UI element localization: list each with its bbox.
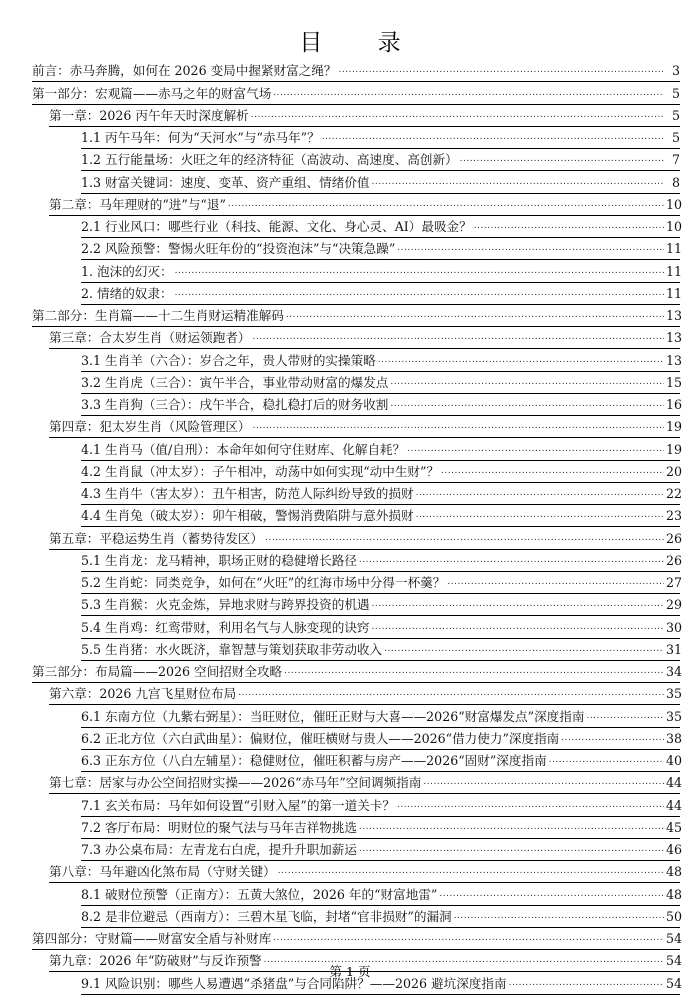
toc-entry-label: 5.1 生肖龙：龙马精神，职场正财的稳健增长路径 xyxy=(81,552,357,568)
toc-entry[interactable] xyxy=(81,906,683,928)
toc-entry-page-number: 35 xyxy=(666,708,683,724)
toc-entry-page-number: 31 xyxy=(666,641,683,657)
dot-leader xyxy=(454,909,664,924)
toc-entry-label: 7.2 客厅布局：明财位的聚气法与马年吉祥物挑选 xyxy=(81,819,357,835)
toc-entry-label: 4.4 生肖兔（破太岁）：卯午相破，警惕消费陷阱与意外损财 xyxy=(81,508,414,524)
toc-entry[interactable] xyxy=(81,149,680,171)
toc-entry-page-number: 10 xyxy=(666,219,683,234)
toc-entry-page-number: 15 xyxy=(666,374,683,390)
dot-leader xyxy=(265,531,664,546)
dot-leader xyxy=(238,686,664,701)
toc-entry[interactable] xyxy=(32,305,683,327)
toc-entry[interactable] xyxy=(81,127,680,149)
toc-entry[interactable] xyxy=(49,416,683,438)
dot-leader xyxy=(359,553,664,568)
toc-entry-page-number: 11 xyxy=(666,241,683,257)
toc-entry-page-number: 54 xyxy=(666,953,683,969)
page-title: 目 录 xyxy=(299,30,425,56)
toc-entry[interactable] xyxy=(49,327,683,349)
toc-entry[interactable] xyxy=(81,550,683,572)
dot-leader xyxy=(339,63,664,78)
dot-leader xyxy=(460,152,664,167)
toc-entry[interactable] xyxy=(32,60,680,82)
toc-entry-label: 前言：赤马奔腾，如何在 2026 变局中握紧财富之绳？ xyxy=(32,63,337,79)
toc-entry-label: 1.3 财富关键词：速度、变革、资产重组、情绪价值 xyxy=(81,174,370,190)
toc-entry-label: 5.5 生肖猪：水火既济，靠智慧与策划获取非劳动收入 xyxy=(81,641,383,657)
dot-leader xyxy=(390,375,664,390)
toc-entry[interactable] xyxy=(81,839,683,861)
dot-leader xyxy=(561,731,664,746)
toc-entry-page-number: 50 xyxy=(666,908,683,924)
toc-entry-label: 5.4 生肖鸡：红鸾带财，利用名气与人脉变现的诀窍 xyxy=(81,619,370,635)
toc-entry[interactable] xyxy=(81,883,683,905)
toc-entry-label: 1. 泡沫的幻灭： xyxy=(81,263,173,279)
dot-leader xyxy=(286,308,664,323)
toc-entry-page-number: 27 xyxy=(666,575,683,590)
dot-leader xyxy=(175,286,664,301)
toc-entry-page-number: 8 xyxy=(671,174,680,190)
toc-entry-page-number: 19 xyxy=(666,441,683,457)
dot-leader xyxy=(372,620,664,635)
toc-entry-label: 3.1 生肖羊（六合）：岁合之年，贵人带财的实操策略 xyxy=(81,352,376,368)
toc-entry-page-number: 44 xyxy=(666,797,683,813)
dot-leader xyxy=(278,864,664,879)
toc-entry[interactable] xyxy=(32,661,683,683)
toc-entry[interactable] xyxy=(81,171,680,193)
toc-entry[interactable] xyxy=(81,817,683,839)
toc-entry-label: 第五章：平稳运势生肖（蓄势待发区） xyxy=(49,530,264,546)
toc-entry-label: 第八章：马年避凶化煞布局（守财关键） xyxy=(49,864,276,880)
toc-entry[interactable] xyxy=(81,483,683,505)
toc-entry-page-number: 35 xyxy=(666,686,683,702)
toc-entry-label: 6.3 正东方位（八白左辅星）：稳健财位，催旺积蓄与房产——2026“固财”深度指南 xyxy=(81,753,547,768)
toc-entry[interactable] xyxy=(49,527,683,549)
toc-entry-label: 8.2 是非位避忌（西南方）：三碧木星飞临，封堵“官非损财”的漏洞 xyxy=(81,908,452,924)
dot-leader xyxy=(253,419,665,434)
toc-entry-page-number: 48 xyxy=(666,886,683,902)
toc-entry-page-number: 20 xyxy=(666,463,683,479)
dot-leader xyxy=(273,86,664,101)
toc-entry[interactable] xyxy=(32,928,683,950)
toc-entry-label: 9.1 风险识别：哪些人易遭遇“杀猪盘”与合同陷阱？——2026 避坑深度指南 xyxy=(81,975,507,991)
toc-entry[interactable] xyxy=(81,750,683,772)
toc-entry-page-number: 45 xyxy=(666,819,683,835)
toc-entry-label: 2.2 风险预警：警惕火旺年份的“投资泡沫”与“决策急躁” xyxy=(81,241,396,257)
toc-entry-label: 2. 情绪的奴隶： xyxy=(81,285,173,301)
dot-leader xyxy=(390,397,664,412)
dot-leader xyxy=(416,486,664,501)
toc-entry[interactable] xyxy=(81,394,683,416)
toc-entry-page-number: 5 xyxy=(671,107,680,123)
toc-entry[interactable] xyxy=(81,238,683,260)
dot-leader xyxy=(251,108,664,123)
dot-leader xyxy=(372,597,664,612)
toc-entry-page-number: 48 xyxy=(666,864,683,880)
toc-entry[interactable] xyxy=(49,194,683,216)
toc-entry-page-number: 5 xyxy=(671,85,680,101)
toc-entry-label: 7.3 办公桌布局：左青龙右白虎，提升升职加薪运 xyxy=(81,842,357,857)
dot-leader xyxy=(441,464,664,479)
toc-entry[interactable] xyxy=(49,105,680,127)
toc-entry-page-number: 13 xyxy=(666,308,683,323)
toc-entry[interactable] xyxy=(81,283,683,305)
toc-entry-page-number: 38 xyxy=(666,730,683,746)
toc-entry-page-number: 29 xyxy=(666,597,683,613)
toc-entry[interactable] xyxy=(81,461,683,483)
dot-leader xyxy=(384,642,664,657)
toc-entry-page-number: 16 xyxy=(666,397,683,412)
page-footer: 第 1 页 xyxy=(329,964,371,979)
dot-leader xyxy=(284,664,664,679)
toc-entry-label: 5.2 生肖蛇：同类竞争，如何在“火旺”的红海市场中分得一杯羹？ xyxy=(81,575,446,590)
dot-leader xyxy=(474,219,664,234)
toc-entry-label: 4.1 生肖马（值/自刑）：本命年如何守住财库、化解自耗？ xyxy=(81,441,406,457)
toc-entry-page-number: 26 xyxy=(666,552,683,568)
toc-entry-page-number: 19 xyxy=(666,419,683,435)
toc-entry-label: 4.3 生肖牛（害太岁）：丑午相害，防范人际纠纷导致的损财 xyxy=(81,486,414,501)
toc-entry[interactable] xyxy=(49,861,683,883)
dot-leader xyxy=(397,798,664,813)
toc-entry-label: 第三部分：布局篇——2026 空间招财全攻略 xyxy=(32,664,283,679)
toc-entry-label: 7.1 玄关布局：马年如何设置“引财入屋”的第一道关卡？ xyxy=(81,797,395,813)
toc-entry-page-number: 26 xyxy=(666,530,683,546)
toc-entry[interactable] xyxy=(32,82,680,104)
dot-leader xyxy=(378,353,664,368)
dot-leader xyxy=(322,130,664,145)
toc-entry[interactable] xyxy=(81,372,683,394)
toc-entry-page-number: 22 xyxy=(666,486,683,501)
toc-entry-label: 第七章：居家与办公空间招财实操——2026“赤马年”空间调频指南 xyxy=(49,775,422,791)
toc-entry-page-number: 3 xyxy=(671,63,680,79)
toc-entry-label: 1.1 丙午马年：何为“天河水”与“赤马年”？ xyxy=(81,130,320,145)
toc-entry-label: 4.2 生肖鼠（冲太岁）：子午相冲，动荡中如何实现“动中生财”？ xyxy=(81,463,440,479)
toc-entry[interactable] xyxy=(81,216,683,238)
toc-entry-label: 8.1 破财位预警（正南方）：五黄大煞位，2026 年的“财富地雷” xyxy=(81,886,438,902)
toc-entry-page-number: 46 xyxy=(666,842,683,857)
toc-entry-page-number: 54 xyxy=(666,975,683,991)
dot-leader xyxy=(549,753,664,768)
dot-leader xyxy=(273,931,664,946)
toc-entry[interactable] xyxy=(81,705,683,727)
dot-leader xyxy=(253,330,665,345)
toc-entry[interactable] xyxy=(81,349,683,371)
toc-entry-label: 6.1 东南方位（九紫右弼星）：当旺财位，催旺正财与大喜——2026“财富爆发点”深度指南 xyxy=(81,708,585,724)
toc-entry[interactable] xyxy=(81,616,683,638)
toc-entry-page-number: 34 xyxy=(666,664,683,679)
toc-entry-label: 2.1 行业风口：哪些行业（科技、能源、文化、身心灵、AI）最吸金？ xyxy=(81,219,472,234)
toc-entry-label: 第二部分：生肖篇——十二生肖财运精准解码 xyxy=(32,308,284,323)
toc-entry-page-number: 10 xyxy=(666,196,683,212)
toc-entry-label: 第三章：合太岁生肖（财运领跑者） xyxy=(49,330,251,346)
toc-entry-page-number: 13 xyxy=(666,330,683,346)
toc-entry-label: 第一部分：宏观篇——赤马之年的财富气场 xyxy=(32,85,272,101)
toc-entry-label: 5.3 生肖猴：火克金炼，异地求财与跨界投资的机遇 xyxy=(81,597,370,613)
toc-entry-page-number: 13 xyxy=(666,352,683,368)
toc-entry[interactable] xyxy=(81,505,683,527)
toc-entry-page-number: 40 xyxy=(666,753,683,768)
dot-leader xyxy=(416,508,664,523)
toc-entry[interactable] xyxy=(81,794,683,816)
dot-leader xyxy=(359,820,664,835)
toc-entry-label: 6.2 正北方位（六白武曲星）：偏财位，催旺横财与贵人——2026“借力使力”深度指南 xyxy=(81,730,560,746)
toc-entry-page-number: 11 xyxy=(666,263,683,279)
dot-leader xyxy=(423,775,664,790)
dot-leader xyxy=(439,887,664,902)
dot-leader xyxy=(228,197,664,212)
toc-entry-page-number: 54 xyxy=(666,931,683,946)
toc-entry-label: 第四章：犯太岁生肖（风险管理区） xyxy=(49,419,251,435)
toc-entry[interactable] xyxy=(81,639,683,661)
toc-entry-label: 3.2 生肖虎（三合）：寅午半合，事业带动财富的爆发点 xyxy=(81,374,389,390)
toc-entry[interactable] xyxy=(81,438,683,460)
toc-entry[interactable] xyxy=(81,260,683,282)
toc-entry-label: 第一章：2026 丙午年天时深度解析 xyxy=(49,107,249,123)
toc-entry-page-number: 11 xyxy=(666,285,683,301)
toc-entry[interactable] xyxy=(81,728,683,750)
toc-entry-label: 第六章：2026 九宫飞星财位布局 xyxy=(49,686,237,702)
dot-leader xyxy=(447,575,664,590)
dot-leader xyxy=(359,842,664,857)
toc-entry-label: 3.3 生肖狗（三合）：戌午半合，稳扎稳打后的财务收割 xyxy=(81,397,389,412)
toc-entry-label: 第四部分：守财篇——财富安全盾与补财库 xyxy=(32,931,272,946)
dot-leader xyxy=(175,264,664,279)
toc-entry-page-number: 44 xyxy=(666,775,683,791)
toc-entry-label: 1.2 五行能量场：火旺之年的经济特征（高波动、高速度、高创新） xyxy=(81,152,458,168)
toc-entry-label: 第二章：马年理财的“进”与“退” xyxy=(49,196,226,212)
dot-leader xyxy=(397,241,664,256)
dot-leader xyxy=(407,442,664,457)
toc-entry-page-number: 30 xyxy=(666,619,683,635)
toc-entry-page-number: 5 xyxy=(671,130,680,145)
toc-entry-page-number: 23 xyxy=(666,508,683,524)
dot-leader xyxy=(586,709,664,724)
toc-entry[interactable] xyxy=(49,772,683,794)
table-of-contents xyxy=(32,60,683,995)
toc-entry-page-number: 7 xyxy=(671,152,680,168)
toc-entry[interactable] xyxy=(81,572,683,594)
toc-entry[interactable] xyxy=(49,683,683,705)
toc-entry-label: 第九章：2026 年“防破财”与反诈预警 xyxy=(49,953,262,969)
toc-entry[interactable] xyxy=(81,594,683,616)
dot-leader xyxy=(372,175,664,190)
